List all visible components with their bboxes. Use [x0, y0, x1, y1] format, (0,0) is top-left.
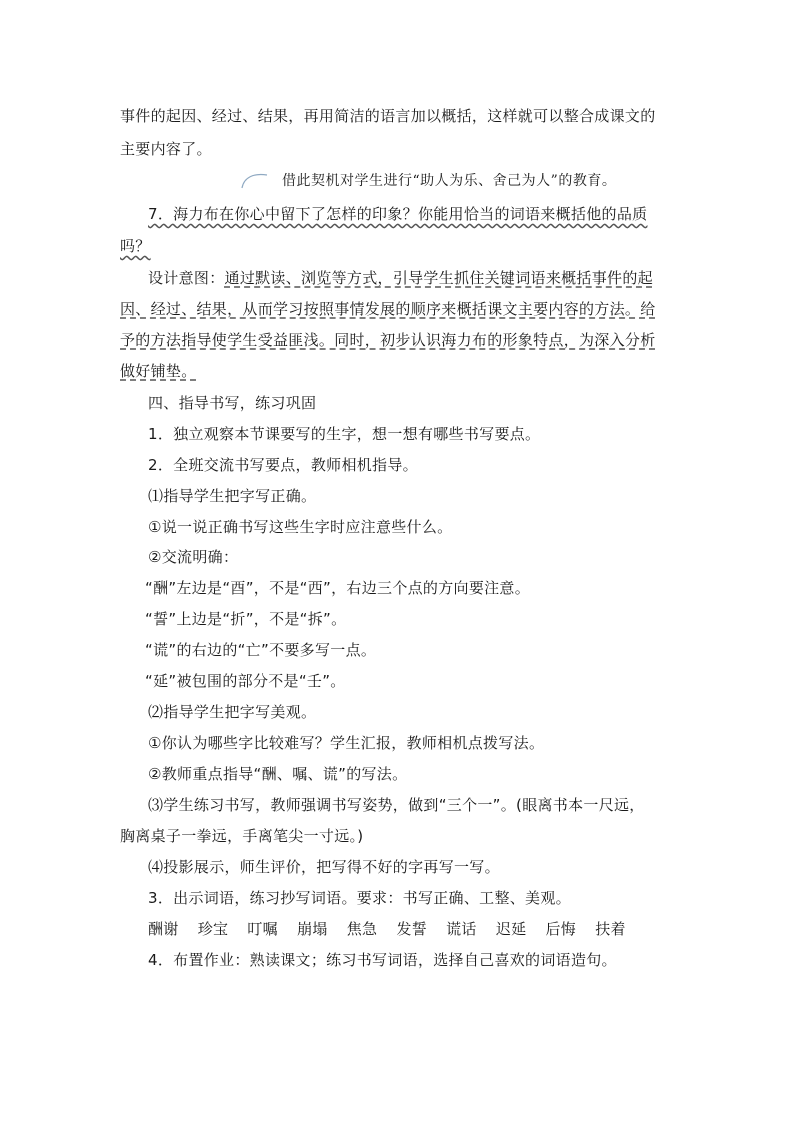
- vocabulary-word: 崩塌: [297, 920, 328, 938]
- vocabulary-word: 迟延: [495, 920, 527, 938]
- list-item: “誓”上边是“折”，不是“拆”。: [145, 610, 347, 628]
- question-7-line: [148, 203, 647, 225]
- design-intent-label: 设计意图：: [148, 269, 225, 287]
- list-item: ①你认为哪些字比较难写？学生汇报，教师相机点拨写法。: [148, 734, 545, 752]
- list-item: 1．独立观察本节课要写的生字，想一想有哪些书写要点。: [148, 425, 541, 443]
- list-item: ②交流明确：: [148, 548, 239, 566]
- list-item: ⑶学生练习书写，教师强调书写姿势，做到“三个一”。(眼离书本一尺远，: [148, 796, 645, 814]
- question-7-text: 7．海力布在你心中留下了怎样的印象？你能用恰当的词语来概括他的品质: [148, 205, 648, 223]
- question-7-line: [120, 235, 151, 257]
- design-intent-line: [120, 298, 656, 320]
- design-intent-line: [120, 360, 197, 382]
- vocabulary-word: 扶着: [595, 920, 626, 938]
- list-item: ⑴指导学生把字写正确。: [148, 487, 317, 505]
- design-intent-line: [148, 267, 653, 289]
- design-intent-line: [120, 329, 656, 351]
- list-item: ②教师重点指导“酬、嘱、谎”的写法。: [148, 765, 408, 783]
- design-intent-text: 做好铺垫。: [120, 362, 197, 380]
- list-item: “延”被包围的部分不是“壬”。: [145, 672, 346, 690]
- section-heading: 四、指导书写，练习巩固: [148, 394, 317, 412]
- list-item: 3．出示词语，练习抄写词语。要求：书写正确、工整、美观。: [148, 889, 571, 907]
- list-item: 4．布置作业：熟读课文；练习书写词语，选择自己喜欢的词语造句。: [148, 951, 617, 969]
- list-item: 胸离桌子一拳远，手离笔尖一寸远。): [120, 827, 364, 845]
- paragraph-line: 主要内容了。: [120, 140, 212, 158]
- list-item: ⑷投影展示，师生评价，把写得不好的字再写一写。: [148, 858, 500, 876]
- design-intent-text: 予的方法指导使学生受益匪浅。同时，初步认识海力布的形象特点，为深入分析: [120, 331, 656, 349]
- design-intent-text: 通过默读、浏览等方式，引导学生抓住关键词语来概括事件的起: [224, 269, 653, 287]
- curved-bracket-icon: [240, 172, 268, 190]
- word-list: [148, 918, 640, 940]
- margin-annotation: [240, 170, 690, 192]
- list-item: ⑵指导学生把字写美观。: [148, 703, 317, 721]
- vocabulary-word: 焦急: [346, 920, 378, 938]
- vocabulary-word: 酬谢: [148, 920, 179, 938]
- list-item: ①说一说正确书写这些生字时应注意些什么。: [148, 518, 453, 536]
- list-item: “谎”的右边的“亡”不要多写一点。: [145, 641, 377, 659]
- design-intent-text: 因、经过、结果，从而学习按照事情发展的顺序来概括课文主要内容的方法。给: [120, 300, 656, 318]
- vocabulary-word: 谎话: [446, 920, 477, 938]
- list-item: 2．全班交流书写要点，教师相机指导。: [148, 456, 418, 474]
- list-item: “酬”左边是“酉”，不是“西”，右边三个点的方向要注意。: [145, 579, 531, 597]
- annotation-text: 借此契机对学生进行“助人为乐、舍己为人”的教育。: [282, 173, 617, 189]
- vocabulary-word: 叮嘱: [247, 920, 278, 938]
- vocabulary-word: 珍宝: [197, 920, 229, 938]
- question-7-text: 吗？: [120, 237, 151, 255]
- vocabulary-word: 后悔: [545, 920, 577, 938]
- vocabulary-word: 发誓: [396, 920, 428, 938]
- paragraph-line: 事件的起因、经过、结果，再用简洁的语言加以概括，这样就可以整合成课文的: [120, 107, 656, 125]
